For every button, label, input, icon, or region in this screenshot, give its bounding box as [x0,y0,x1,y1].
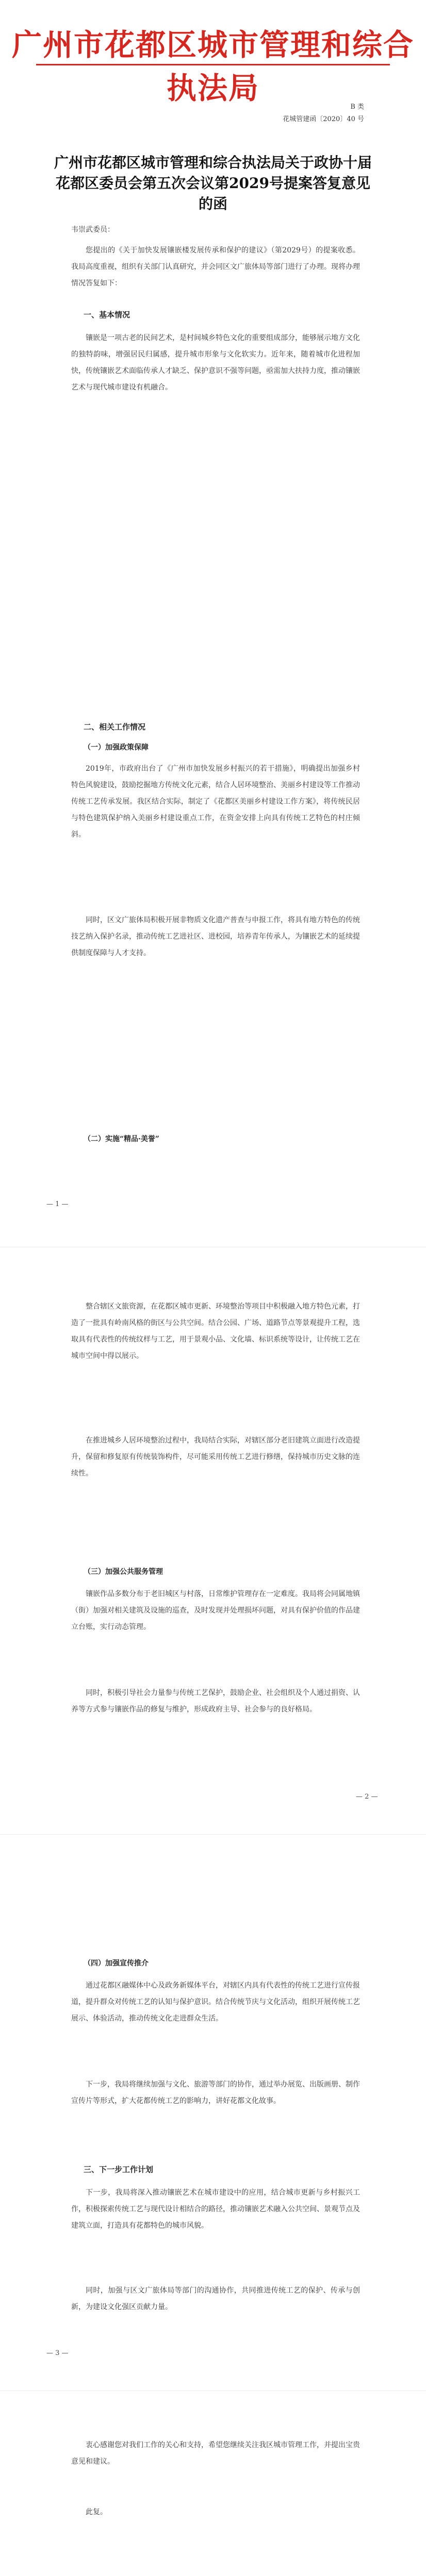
section-2-paragraph-6: 同时，积极引导社会力量参与传统工艺保护，鼓励企业、社会组织及个人通过捐资、认养等方式参与镶嵌作品的修复与维护，形成政府主导、社会参与的良好格局。 [71,1689,360,1714]
section-2-sub-2: （二）实施“精品·美誉” [84,1135,159,1143]
page-number-2: — 2 — [356,1793,378,1801]
page-break [0,1834,426,1835]
section-2-paragraph-5: 镶嵌作品多数分布于老旧城区与村落，日常维护管理存在一定难度。我局将会同属地镇（街）加强对相关建筑及设施的巡查，及时发现并处理损坏问题，对具有保护价值的作品建立台账，实行动态管理。 [71,1590,360,1631]
section-3-title: 三、下一步工作计划 [84,2165,154,2174]
document-title: 广州市花都区城市管理和综合执法局关于政协十届花都区委员会第五次会议第2029号提案答复意见的函 [54,154,372,212]
doc-number: 花城管建函〔2020〕40 号 [283,115,364,123]
section-2-paragraph-8: 下一步，我局将继续加强与文化、旅游等部门的协作，通过举办展览、出版画册、制作宣传片等形式，扩大花都传统工艺的影响力，讲好花都文化故事。 [71,2080,360,2105]
page-number-3: — 3 — [46,2349,69,2357]
section-2-paragraph-1: 2019年，市政府出台了《广州市加快发展乡村振兴的若干措施》，明确提出加强乡村特色风貌建设，鼓励挖掘地方传统文化元素，结合人居环境整治、美丽乡村建设等工作推动传统工艺传承发展。我区结合实际，制定了《花都区美丽乡村建设工作方案》，将传统民居与特色建筑保护纳入美丽乡村建设重点工作，在资金安排上向具有传统工艺特色的村庄倾斜。 [71,765,360,839]
closing-text: 此复。 [86,2508,107,2516]
section-2-title: 二、相关工作情况 [84,722,146,732]
section-2-paragraph-3: 整合辖区文旅资源，在花都区城市更新、环境整治等项目中积极融入地方特色元素，打造了一批具有岭南风格的街区与公共空间。结合公园、广场、道路节点等景观提升工程，选取具有代表性的传统纹样与工艺，用于景观小品、文化墙、标识系统等设计，让传统工艺在城市空间中得以展示。 [71,1302,360,1360]
section-2-sub-3: （三）加强公共服务管理 [84,1568,163,1576]
section-1-paragraph: 镶嵌是一项古老的民间艺术，是村间城乡特色文化的重要组成部分，能够展示地方文化的独特韵味，增强居民归属感，提升城市形象与文化软实力。近年来，随着城市化进程加快，传统镶嵌艺术面临传承人才缺乏、保护意识不强等问题，亟需加大扶持力度，推动镶嵌艺术与现代城市建设有机融合。 [71,334,360,392]
section-3-paragraph-1: 下一步，我局将深入推动镶嵌艺术在城市建设中的应用，结合城市更新与乡村振兴工作，积极探索传统工艺与现代设计相结合的路径，推动镶嵌艺术融入公共空间、景观节点及建筑立面，打造具有花都特色的城市风貌。 [71,2189,360,2230]
section-2-paragraph-7: 通过花都区融媒体中心及政务新媒体平台，对辖区内具有代表性的传统工艺进行宣传报道，提升群众对传统工艺的认知与保护意识。结合传统节庆与文化活动，组织开展传统工艺展示、体验活动，推动传统文化走进群众生活。 [71,1981,360,2023]
section-2-sub-4: （四）加强宣传推介 [84,1959,149,1968]
classification-label: B 类 [350,103,364,111]
section-1-title: 一、基本情况 [84,310,130,319]
org-header-title: 广州市花都区城市管理和综合执法局 [11,27,414,106]
section-2-sub-1: （一）加强政策保障 [84,743,149,752]
salutation: 韦崇武委员： [71,226,114,234]
intro-paragraph: 您提出的《关于加快发展镶嵌楼发展传承和保护的建议》（第2029号）的提案收悉。我局高度重视，组织有关部门认真研究，并会同区文广旅体局等部门进行了办理。现将办理情况答复如下： [71,246,360,287]
page-number-1: — 1 — [46,1200,69,1208]
section-2-paragraph-4: 在推进城乡人居环境整治过程中，我局结合实际，对辖区部分老旧建筑立面进行改造提升，保留和修复原有传统装饰构件，尽可能采用传统工艺进行修缮，保持城市历史文脉的连续性。 [71,1436,360,1478]
thanks-paragraph: 衷心感谢您对我们工作的关心和支持，希望您继续关注我区城市管理工作，并提出宝贵意见和建议。 [71,2441,360,2466]
section-2-paragraph-2: 同时，区文广旅体局积极开展非物质文化遗产普查与申报工作，将具有地方特色的传统技艺纳入保护名录，推动传统工艺进社区、进校园，培养青年传承人，为镶嵌艺术的延续提供制度保障与人才支持。 [71,916,360,957]
header-divider-line [36,64,390,65]
section-3-paragraph-2: 同时，加强与区文广旅体局等部门的沟通协作，共同推进传统工艺的保护、传承与创新，为建设文化强区贡献力量。 [71,2286,360,2311]
